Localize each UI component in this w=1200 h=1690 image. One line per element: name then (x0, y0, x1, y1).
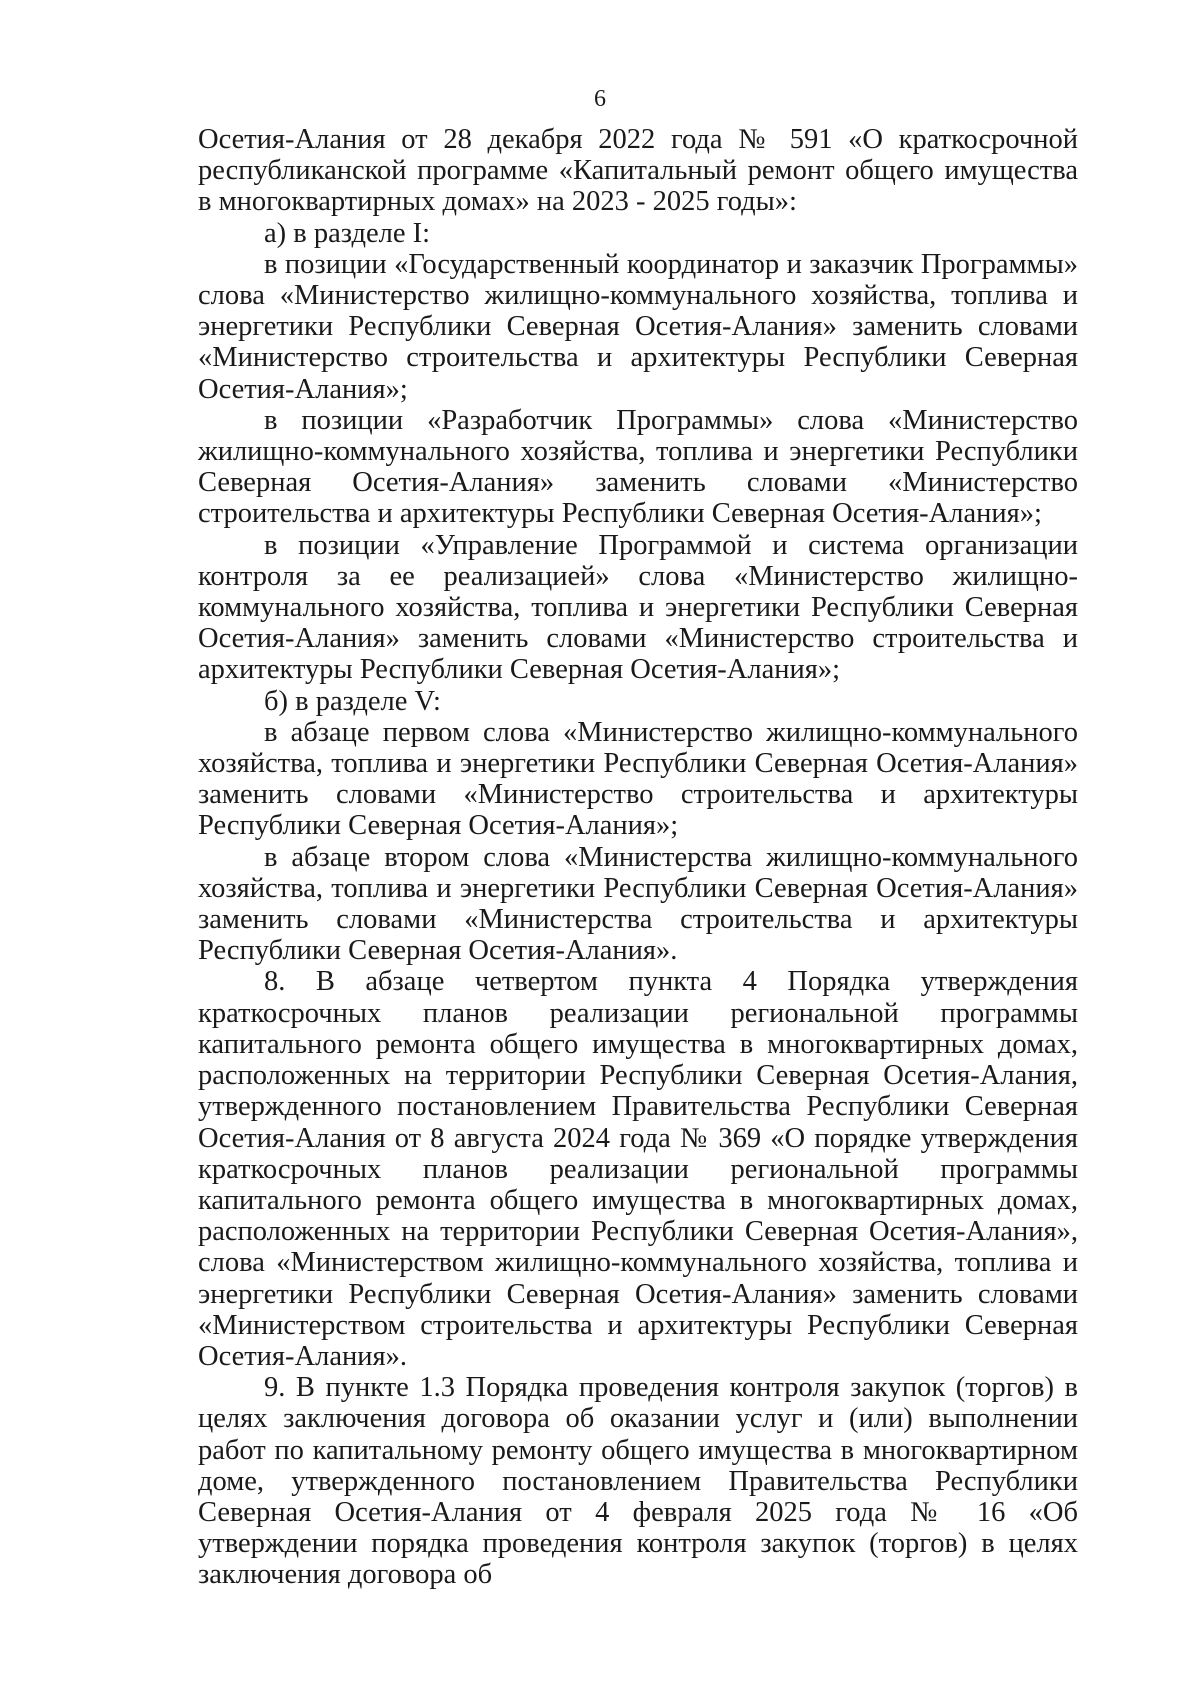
document-body (198, 124, 1078, 1591)
paragraph-continuation: Осетия-Алания от 28 декабря 2022 года № 591 «О краткосрочной республиканской программе «Капитальный ремонт общего имущества в многоквартирных домах» на 2023 - 2025 годы»: (198, 124, 1078, 218)
paragraph-subsection-b: б) в разделе V: (264, 685, 441, 717)
paragraph-coordinator-position: в позиции «Государственный координатор и заказчик Программы» слова «Министерство жилищно-коммунального хозяйства, топлива и энергетики Республики Северная Осетия-Алания» заменить словами «Министерство строительства и архитектуры Республики Северная Осетия-Алания»; (198, 248, 1078, 405)
page-number: 6 (594, 86, 606, 112)
paragraph-item-8: 8. В абзаце четвертом пункта 4 Порядка утверждения краткосрочных планов реализации региональной программы капитального ремонта общего имущества в многоквартирных домах, расположенных на территории Республики Северная Осетия-Алания, утвержденного постановлением Правительства Республики Северная Осетия-Алания от 8 августа 2024 года № 369 «О порядке утверждения краткосрочных планов реализации региональной программы капитального ремонта общего имущества в многоквартирных домах, расположенных на территории Республики Северная Осетия-Алания», слова «Министерством жилищно-коммунального хозяйства, топлива и энергетики Республики Северная Осетия-Алания» заменить словами «Министерством строительства и архитектуры Республики Северная Осетия-Алания». (198, 966, 1078, 1372)
paragraph-second-abzac: в абзаце втором слова «Министерства жилищно-коммунального хозяйства, топлива и энергетики Республики Северная Осетия-Алания» заменить словами «Министерства строительства и архитектуры Республики Северная Осетия-Алания». (198, 841, 1078, 967)
paragraph-first-abzac: в абзаце первом слова «Министерство жилищно-коммунального хозяйства, топлива и энергетики Республики Северная Осетия-Алания» заменить словами «Министерство строительства и архитектуры Республики Северная Осетия-Алания»; (198, 716, 1078, 842)
paragraph-item-9: 9. В пункте 1.3 Порядка проведения контроля закупок (торгов) в целях заключения договора об оказании услуг и (или) выполнении работ по капитальному ремонту общего имущества в многоквартирном доме, утвержденного постановлением Правительства Республики Северная Осетия-Алания от 4 февраля 2025 года № 16 «Об утверждении порядка проведения контроля закупок (торгов) в целях заключения договора об (198, 1372, 1078, 1591)
paragraph-developer-position: в позиции «Разработчик Программы» слова «Министерство жилищно-коммунального хозяйства, топлива и энергетики Республики Северная Осетия-Алания» заменить словами «Министерство строительства и архитектуры Республики Северная Осетия-Алания»; (198, 404, 1078, 530)
paragraph-management-position: в позиции «Управление Программой и система организации контроля за ее реализацией» слова «Министерство жилищно-коммунального хозяйства, топлива и энергетики Республики Северная Осетия-Алания» заменить словами «Министерство строительства и архитектуры Республики Северная Осетия-Алания»; (198, 529, 1078, 686)
paragraph-subsection-a: а) в разделе I: (264, 217, 431, 249)
